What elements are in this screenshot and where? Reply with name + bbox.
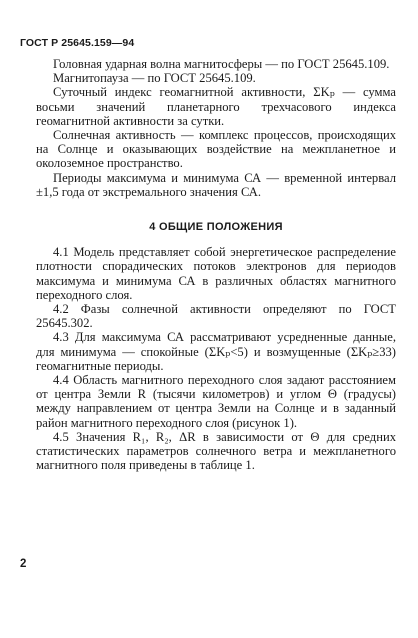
clause-paragraph: 4.4 Область магнитного переходного слоя задают расстоянием от центра Земли R (тысячи километров) и углом Θ (градусы) между направлением от центра Земли на Солнце и в заданный район магнитного переходного слоя (рисунок 1). [36, 373, 396, 430]
definition-paragraph: Солнечная активность — комплекс процессов, происходящих на Солнце и оказывающих воздействие на межпланетное и околоземное пространство. [36, 128, 396, 171]
body-text [36, 57, 396, 472]
definition-paragraph: Суточный индекс геомагнитной активности, ΣKₚ — сумма восьми значений планетарного трехчасового индекса геомагнитной активности за сутки. [36, 85, 396, 128]
definition-paragraph: Периоды максимума и минимума СА — временной интервал ±1,5 года от экстремального значения СА. [36, 170, 396, 199]
document-header: ГОСТ Р 25645.159—94 [20, 37, 135, 49]
clause-paragraph: 4.2 Фазы солнечной активности определяют по ГОСТ 25645.302. [36, 302, 396, 331]
clause-paragraph: 4.1 Модель представляет собой энергетическое распределение плотности спорадических потоков электронов для периодов максимума и минимума СА в различных областях магнитного переходного слоя. [36, 245, 396, 302]
section-heading: 4 ОБЩИЕ ПОЛОЖЕНИЯ [149, 221, 283, 234]
definition-paragraph: Головная ударная волна магнитосферы — по ГОСТ 25645.109. [53, 57, 390, 71]
definition-paragraph: Магнитопауза — по ГОСТ 25645.109. [53, 71, 256, 86]
clause-paragraph: 4.5 Значения R₁, R₂, ΔR в зависимости от Θ для средних статистических параметров солнечного ветра и межпланетного магнитного поля приведены в таблице 1. [36, 429, 396, 473]
page-number: 2 [20, 558, 27, 570]
clause-paragraph: 4.3 Для максимума СА рассматривают усредненные данные, для минимума — спокойные (ΣKₚ<5) и возмущенные (ΣKₚ≥33) геомагнитные периоды. [36, 330, 396, 373]
